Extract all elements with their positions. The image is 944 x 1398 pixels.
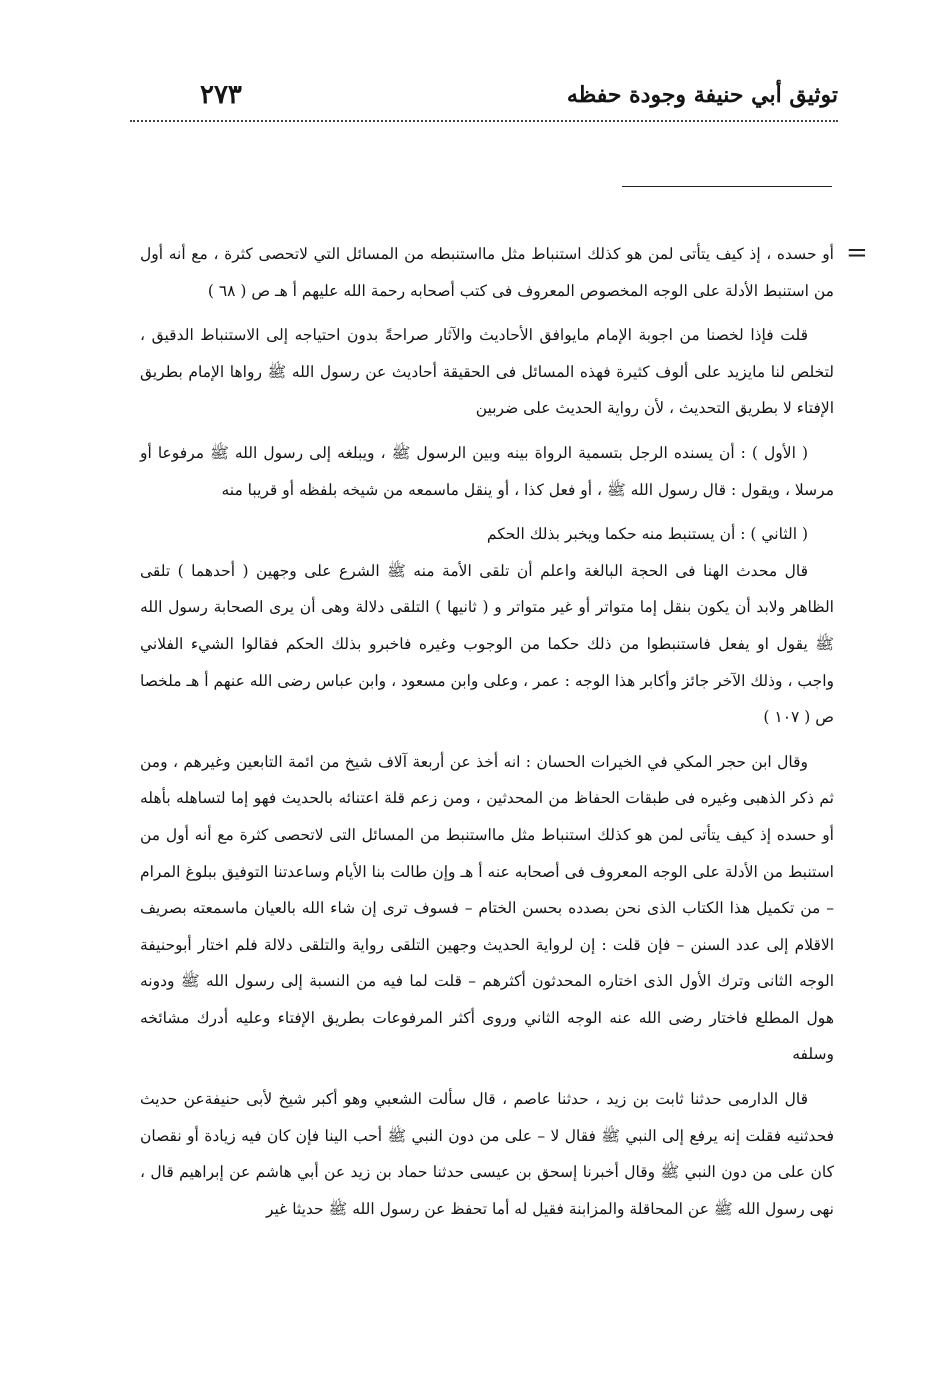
paragraph: أو حسده ، إذ كيف يتأتى لمن هو كذلك استنباط مثل مااستنبطه من المسائل التي لاتحصى كثرة ، مع أنه أول من استنبط الأدلة على الوجه المخصوص المعروف فى كتب أصحابه رحمة الله عليهم أ هـ ص ( ٦٨ )	[140, 245, 834, 300]
running-header	[130, 80, 838, 122]
page-number: ٢٧٣	[200, 80, 242, 110]
header-title: توثيق أبي حنيفة وجودة حفظه	[566, 82, 838, 108]
paragraph: قلت فإذا لخصنا من اجوبة الإمام مايوافق الأحاديث والآثار صراحةً بدون احتياجه إلى الاستنباط الدقيق ، لتخلص لنا مايزيد على ألوف كثيرة فهذه المسائل فى الحقيقة أحاديث عن رسول الله ﷺ رواها الإمام بطريق الإفتاء لا بطريق التحديث ، لأن رواية الحديث على ضربين	[140, 326, 834, 418]
paragraph: ( الأول ) : أن يسنده الرجل بتسمية الرواة بينه وبين الرسول ﷺ ، ويبلغه إلى رسول الله ﷺ مرفوعا أو مرسلا ، ويقول : قال رسول الله ﷺ ، أو فعل كذا ، أو ينقل ماسمعه من شيخه بلفظه أو قريبا منه	[140, 443, 834, 499]
paragraph: قال الدارمى حدثنا ثابت بن زيد ، حدثنا عاصم ، قال سألت الشعبي وهو أكبر شيخ لأبى حنيفةعن حديث فحدثنيه فقلت إنه يرفع إلى النبي ﷺ فقال لا – على من دون النبي ﷺ أحب الينا فإن كان فيه زيادة أو نقصان كان على من دون النبي ﷺ وقال أخبرنا إسحق بن عيسى حدثنا حماد بن زيد عن أبي هاشم عن إبراهيم قال ، نهى رسول الله ﷺ عن المحاقلة والمزابنة فقيل له أما تحفظ عن رسول الله ﷺ حديثا غير	[140, 1090, 834, 1218]
body-text	[140, 236, 834, 1227]
continuation-mark: =	[846, 238, 868, 268]
paragraph: ( الثاني ) : أن يستنبط منه حكما ويخبر بذلك الحكم	[486, 525, 808, 544]
paragraph: وقال ابن حجر المكي في الخيرات الحسان : انه أخذ عن أربعة آلاف شيخ من ائمة التابعين وغيرهم ، ومن ثم ذكر الذهبى وغيره فى طبقات الحفاظ من المحدثين ، ومن زعم قلة اعتنائه بالحديث فهو إما لتساهله بأهله أو حسده إذ كيف يتأتى لمن هو كذلك استنباط مثل مااستنبط من المسائل التى لاتحصى كثرة مع أنه أول من استنبط من الأدلة على الوجه المعروف فى أصحابه عنه أ هـ وإن طالت بنا الأيام وساعدتنا التوفيق ببلوغ المرام – من تكميل هذا الكتاب الذى نحن بصدده بحسن الختام – فسوف ترى إن شاء الله بالعيان ماسمعته بصريف الاقلام إلى عدد السنن – فإن قلت : إن لرواية الحديث وجهين التلقى رواية والتلقى دلالة فلم اختار أبوحنيفة الوجه الثانى وترك الأول الذى اختاره المحدثون أكثرهم – قلت لما فيه من النسبة إلى رسول الله ﷺ ودونه هول المطلع فاختار رضى الله عنه الوجه الثاني وروى أكثر المرفوعات بطريق الإفتاء وعليه أدرك مشائخه وسلفه	[140, 752, 834, 1064]
paragraph: قال محدث الهنا فى الحجة البالغة واعلم أن تلقى الأمة منه ﷺ الشرع على وجهين ( أحدهما ) تلقى الظاهر ولابد أن يكون بنقل إما متواتر أو غير متواتر و ( ثانيها ) التلقى دلالة وهى أن يرى الصحابة رسول الله ﷺ يقول او يفعل فاستنبطوا من ذلك حكما من الوجوب وغيره فاخبرو بذلك الحكم فقالوا الشيء الفلاني واجب ، وذلك الآخر جائز وأكابر هذا الوجه : عمر ، وعلى وابن مسعود ، وابن عباس رضى الله عنهم أ هـ ملخصا ص ( ١٠٧ )	[140, 561, 834, 727]
footnote-divider	[622, 186, 832, 187]
